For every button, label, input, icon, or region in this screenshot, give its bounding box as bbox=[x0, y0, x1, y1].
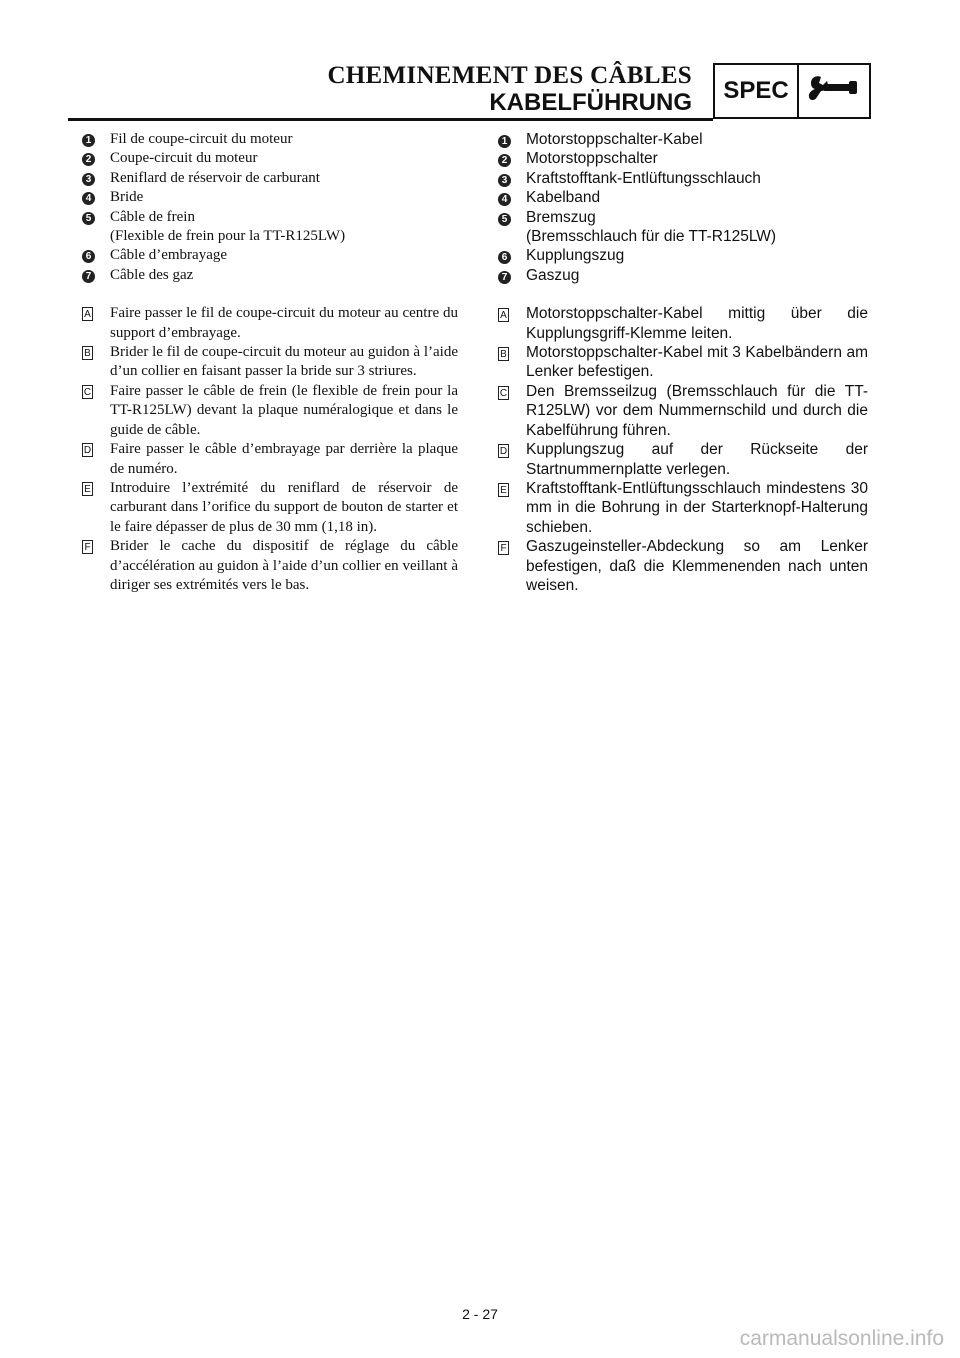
part-item bbox=[82, 169, 458, 188]
part-item bbox=[498, 169, 868, 188]
item-text: Den Bremsseilzug (Bremsschlauch für die TT-R125LW) vor dem Nummernschild und durch die Kabelführung führen. bbox=[526, 382, 868, 439]
routing-note bbox=[498, 537, 868, 595]
item-text: Câble d’embrayage bbox=[110, 247, 228, 264]
routing-note bbox=[82, 343, 458, 382]
callout-letter: A bbox=[82, 307, 93, 321]
routing-note bbox=[498, 479, 868, 537]
callout-number: 3 bbox=[82, 173, 95, 186]
callout-number: 2 bbox=[82, 153, 95, 166]
callout-letter: D bbox=[83, 445, 92, 457]
part-item bbox=[82, 130, 458, 149]
german-column bbox=[498, 130, 868, 595]
callout-letter: B bbox=[498, 347, 509, 361]
item-text: Câble des gaz bbox=[110, 266, 194, 283]
item-text: Kraftstofftank-Entlüftungsschlauch bbox=[526, 169, 761, 187]
routing-note bbox=[82, 479, 458, 537]
item-text: Kabelband bbox=[526, 189, 601, 207]
callout-number: 5 bbox=[82, 212, 95, 225]
item-text: (Flexible de frein pour la TT-R125LW) bbox=[110, 228, 346, 245]
callout-letter: A bbox=[498, 308, 509, 322]
part-item bbox=[498, 130, 868, 149]
part-item bbox=[498, 149, 868, 168]
callout-number: 7 bbox=[498, 271, 511, 284]
item-text: Coupe-circuit du moteur bbox=[110, 150, 258, 167]
page-number: 2 - 27 bbox=[462, 1306, 498, 1322]
part-item bbox=[498, 246, 868, 265]
part-item bbox=[82, 188, 458, 207]
part-item bbox=[498, 208, 868, 227]
part-item bbox=[82, 227, 458, 246]
routing-note bbox=[498, 343, 868, 382]
part-item bbox=[498, 227, 868, 246]
item-text: Introduire l’extrémité du reniflard de réservoir de carburant dans l’orifice du support de bouton de starter et le faire dépasser de plus de 30 mm (1,18 in). bbox=[110, 479, 458, 535]
part-item bbox=[82, 246, 458, 265]
callout-letter: D bbox=[499, 446, 508, 458]
part-item bbox=[82, 266, 458, 285]
callout-letter: C bbox=[83, 386, 92, 398]
section-title-german: KABELFÜHRUNG bbox=[489, 89, 692, 116]
callout-letter: B bbox=[82, 346, 93, 360]
item-text: Motorstoppschalter-Kabel mit 3 Kabelbändern am Lenker befestigen. bbox=[526, 344, 868, 381]
french-column bbox=[82, 130, 458, 595]
callout-letter: C bbox=[499, 387, 508, 399]
item-text: Motorstoppschalter bbox=[526, 150, 658, 168]
item-text: Motorstoppschalter-Kabel mittig über die Kupplungsgriff-Klemme leiten. bbox=[526, 305, 868, 342]
callout-number: 3 bbox=[498, 174, 511, 187]
item-text: Câble de frein bbox=[110, 208, 195, 225]
item-text: Bremszug bbox=[526, 208, 596, 226]
part-item bbox=[82, 208, 458, 227]
item-text: Gaszug bbox=[526, 266, 580, 284]
wrench-icon bbox=[799, 65, 869, 117]
callout-number: 5 bbox=[498, 213, 511, 226]
callout-number: 2 bbox=[498, 154, 511, 167]
routing-note bbox=[82, 382, 458, 440]
callout-number: 6 bbox=[82, 250, 95, 263]
callout-number: 1 bbox=[498, 135, 511, 148]
routing-note bbox=[82, 537, 458, 595]
callout-number: 4 bbox=[498, 193, 511, 206]
item-text: Gaszugeinsteller-Abdeckung so am Lenker befestigen, daß die Klemmenenden nach unten weisen. bbox=[526, 538, 868, 594]
item-text: Kraftstofftank-Entlüftungsschlauch mindestens 30 mm in die Bohrung in der Starterknopf-Halterung schieben. bbox=[526, 479, 868, 536]
item-text: Kupplungszug bbox=[526, 247, 625, 265]
item-text: Fil de coupe-circuit du moteur bbox=[110, 131, 293, 147]
part-item bbox=[498, 188, 868, 207]
item-text: Motorstoppschalter-Kabel bbox=[526, 131, 703, 148]
watermark: carmanualsonline.info bbox=[739, 1327, 944, 1350]
callout-letter: E bbox=[498, 483, 509, 497]
section-title-french: CHEMINEMENT DES CÂBLES bbox=[327, 62, 692, 89]
callout-letter: F bbox=[498, 541, 509, 555]
routing-note bbox=[498, 304, 868, 343]
callout-letter: F bbox=[82, 540, 93, 554]
item-text: (Bremsschlauch für die TT-R125LW) bbox=[526, 228, 777, 246]
part-item bbox=[498, 266, 868, 285]
header-rule bbox=[68, 118, 713, 121]
spacer bbox=[82, 285, 458, 304]
routing-note bbox=[82, 440, 458, 479]
routing-note bbox=[498, 440, 868, 479]
spec-badge bbox=[713, 63, 871, 119]
callout-number: 4 bbox=[82, 192, 95, 205]
spacer bbox=[498, 285, 868, 304]
item-text: Faire passer le fil de coupe-circuit du moteur au centre du support d’embrayage. bbox=[110, 305, 458, 341]
item-text: Bride bbox=[110, 189, 144, 206]
page-header bbox=[0, 0, 960, 125]
routing-note bbox=[82, 304, 458, 343]
item-text: Reniflard de réservoir de carburant bbox=[110, 169, 320, 186]
part-item bbox=[82, 149, 458, 168]
callout-letter: E bbox=[82, 482, 93, 496]
spec-label: SPEC bbox=[715, 65, 799, 117]
callout-number: 6 bbox=[498, 251, 511, 264]
item-text: Faire passer le câble d’embrayage par derrière la plaque de numéro. bbox=[110, 441, 458, 477]
callout-number: 1 bbox=[82, 134, 95, 147]
item-text: Faire passer le câble de frein (le flexible de frein pour la TT-R125LW) devant la plaque numéralogique et dans le guide de câble. bbox=[110, 382, 458, 438]
item-text: Brider le fil de coupe-circuit du moteur au guidon à l’aide d’un collier en faisant passer la bride sur 3 striures. bbox=[110, 344, 458, 380]
routing-note bbox=[498, 382, 868, 440]
item-text: Kupplungszug auf der Rückseite der Startnummernplatte verlegen. bbox=[526, 441, 868, 478]
item-text: Brider le cache du dispositif de réglage du câble d’accélération au guidon à l’aide d’un collier en veillant à diriger ses extrémités vers le bas. bbox=[110, 538, 458, 593]
callout-number: 7 bbox=[82, 270, 95, 283]
